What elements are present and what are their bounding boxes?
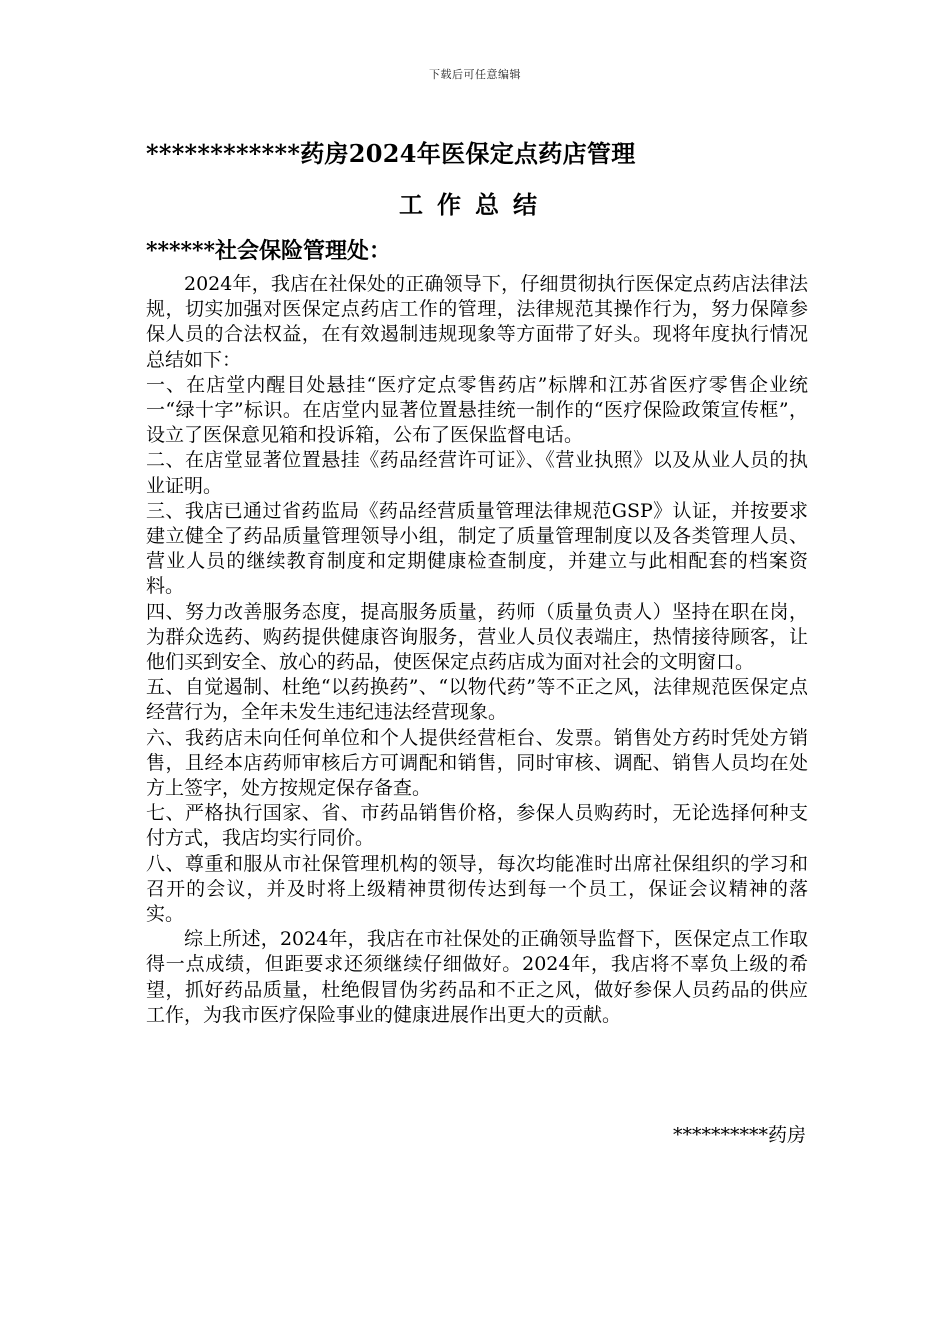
list-item: 五、自觉遏制、杜绝“以药换药”、“以物代药”等不正之风，法律规范医保定点经营行为，全年未发生违纪违法经营现象。 — [146, 676, 808, 724]
list-item: 一、在店堂内醒目处悬挂“医疗定点零售药店”标牌和江苏省医疗零售企业统一“绿十字”标识。在店堂内显著位置悬挂统一制作的“医疗保险政策宣传框”，设立了医保意见箱和投诉箱，公布了医保监督电话。 — [146, 373, 808, 447]
list-item: 六、我药店未向任何单位和个人提供经营柜台、发票。销售处方药时凭处方销售，且经本店药师审核后方可调配和销售，同时审核、调配、销售人员均在处方上签字，处方按规定保存备查。 — [146, 726, 808, 800]
document-subtitle: 工作总结 — [399, 190, 551, 219]
signature: **********药房 — [672, 1124, 806, 1146]
header-note: 下载后可任意编辑 — [429, 68, 521, 81]
intro-paragraph: 2024年，我店在社保处的正确领导下，仔细贯彻执行医保定点药店法律法规，切实加强对医保定点药店工作的管理，法律规范其操作行为，努力保障参保人员的合法权益，在有效遏制违规现象等方面带了好头。现将年度执行情况总结如下： — [146, 273, 808, 371]
document-title: ************药房2024年医保定点药店管理 — [146, 139, 636, 168]
list-item: 八、尊重和服从市社保管理机构的领导，每次均能准时出席社保组织的学习和召开的会议，并及时将上级精神贯彻传达到每一个员工，保证会议精神的落实。 — [146, 852, 808, 926]
list-item: 三、我店已通过省药监局《药品经营质量管理法律规范GSP》认证，并按要求建立健全了药品质量管理领导小组，制定了质量管理制度以及各类管理人员、营业人员的继续教育制度和定期健康检查制度，并建立与此相配套的档案资料。 — [146, 499, 808, 598]
list-item: 四、努力改善服务态度，提高服务质量，药师（质量负责人）坚持在职在岗，为群众选药、购药提供健康咨询服务，营业人员仪表端庄，热情接待顾客，让他们买到安全、放心的药品，使医保定点药店成为面对社会的文明窗口。 — [146, 600, 808, 674]
salutation: ******社会保险管理处： — [146, 238, 392, 264]
conclusion-paragraph: 综上所述，2024年，我店在市社保处的正确领导监督下，医保定点工作取得一点成绩，但距要求还须继续仔细做好。2024年，我店将不辜负上级的希望，抓好药品质量，杜绝假冒伪劣药品和不正之风，做好参保人员药品的供应工作，为我市医疗保险事业的健康进展作出更大的贡献。 — [146, 928, 808, 1026]
list-item: 二、在店堂显著位置悬挂《药品经营许可证》、《营业执照》以及从业人员的执业证明。 — [146, 449, 808, 497]
document-body — [146, 272, 808, 1028]
list-item: 七、严格执行国家、省、市药品销售价格，参保人员购药时，无论选择何种支付方式，我店均实行同价。 — [146, 802, 808, 850]
